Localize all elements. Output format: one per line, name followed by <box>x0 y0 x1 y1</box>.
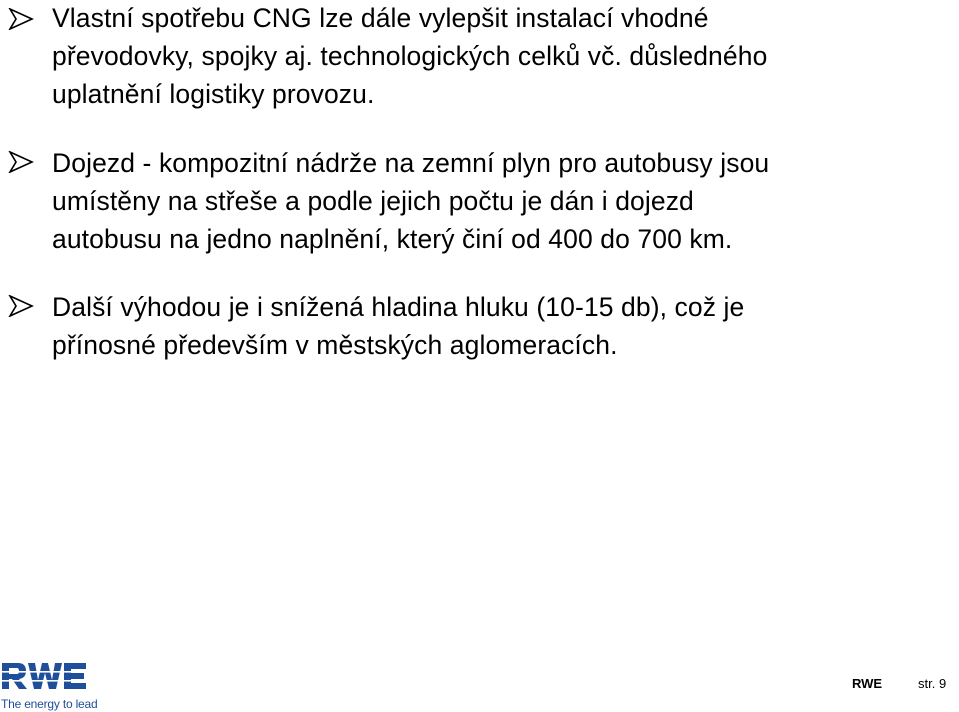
bullet-line: autobusu na jedno naplnění, který činí od 400 do 700 km. <box>52 224 733 254</box>
page-number: str. 9 <box>918 676 947 691</box>
rwe-logo-icon <box>0 659 90 693</box>
bullet-line: umístěny na střeše a podle jejich počtu je dán i dojezd <box>52 186 694 216</box>
arrowhead-bullet-icon <box>8 8 34 30</box>
arrowhead-bullet-icon <box>8 151 34 173</box>
bullet-text <box>52 0 912 113</box>
rwe-logo <box>0 659 100 709</box>
footer-company: RWE <box>852 676 883 691</box>
bullet-line: Vlastní spotřebu CNG lze dále vylepšit instalací vhodné <box>52 3 709 33</box>
slide-footer <box>0 656 959 712</box>
bullet-text <box>52 288 912 364</box>
bullet-line: přínosné především v městských aglomeracích. <box>52 330 618 360</box>
bullet-text <box>52 144 912 258</box>
arrowhead-bullet-icon <box>8 295 34 317</box>
bullet-line: uplatnění logistiky provozu. <box>52 79 375 109</box>
bullet-line: Další výhodou je i snížená hladina hluku (10-15 db), což je <box>52 292 745 322</box>
bullet-line: převodovky, spojky aj. technologických celků vč. důsledného <box>52 41 768 71</box>
logo-tagline: The energy to lead <box>1 697 98 711</box>
bullet-line: Dojezd - kompozitní nádrže na zemní plyn pro autobusy jsou <box>52 148 770 178</box>
